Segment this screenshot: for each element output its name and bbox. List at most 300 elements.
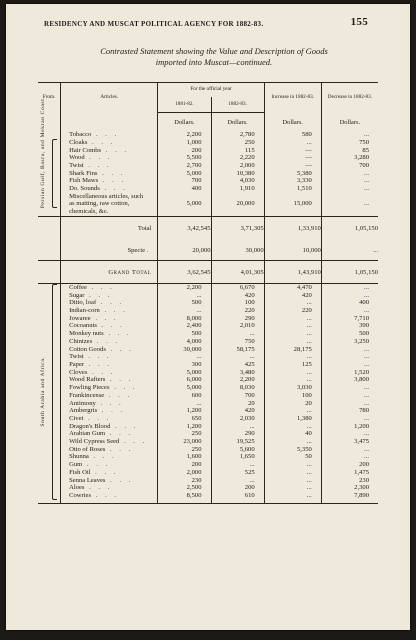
increase-value: 1,510 bbox=[264, 185, 321, 193]
article-label: Coffee bbox=[69, 283, 87, 291]
value-1882: 115 bbox=[211, 147, 264, 155]
value-1882: 58,175 bbox=[211, 346, 264, 354]
value-1882: 290 bbox=[211, 315, 264, 323]
decrease-value: 7,890 bbox=[321, 492, 378, 500]
value-1882: 525 bbox=[211, 469, 264, 477]
article-label: Sugar bbox=[69, 291, 85, 299]
increase-value: 4,470 bbox=[264, 283, 321, 291]
region-south-arabia-brace bbox=[52, 284, 57, 500]
decrease-value: ... bbox=[321, 415, 378, 423]
value-1882: ... bbox=[211, 477, 264, 485]
increase-value: — bbox=[264, 162, 321, 170]
decrease-value: ... bbox=[321, 361, 378, 369]
table-row bbox=[38, 185, 378, 193]
increase-value: 125 bbox=[264, 361, 321, 369]
value-1882: ... bbox=[211, 461, 264, 469]
article-name: Gum . . . bbox=[61, 461, 158, 469]
article-label: Ambergris bbox=[69, 407, 98, 415]
decrease-value: 3,280 bbox=[321, 154, 378, 162]
value-1882: 4,030 bbox=[211, 177, 264, 185]
value-1881: 23,000 bbox=[158, 438, 211, 446]
misc-line-1: Miscellaneous articles, such bbox=[69, 192, 144, 200]
increase-value: ... bbox=[264, 484, 321, 492]
increase-value: 5,380 bbox=[264, 170, 321, 178]
decrease-value: 200 bbox=[321, 461, 378, 469]
caption-line-1: Contrasted Statement showing the Value and Description of Goods bbox=[100, 46, 328, 56]
value-1882: 1,910 bbox=[211, 185, 264, 193]
decrease-value: 390 bbox=[321, 322, 378, 330]
value-1881: 200 bbox=[158, 147, 211, 155]
table-row bbox=[38, 461, 378, 469]
value-1882: 19,525 bbox=[211, 438, 264, 446]
article-name: Cloves . . . bbox=[61, 369, 158, 377]
value-1882: 610 bbox=[211, 492, 264, 500]
table-row bbox=[38, 322, 378, 330]
article-name: Frankincense . . . bbox=[61, 392, 158, 400]
article-name: Paper . . . bbox=[61, 361, 158, 369]
decrease-value: ... bbox=[321, 307, 378, 315]
increase-value: — bbox=[264, 147, 321, 155]
grand-total-1882: 4,01,305 bbox=[211, 261, 264, 284]
table-row bbox=[38, 315, 378, 323]
table-row bbox=[38, 292, 378, 300]
article-label: Frankincense bbox=[69, 391, 105, 399]
region-south-arabia-label: South Arabia and Africa. bbox=[40, 356, 46, 427]
article-label: Chintzes bbox=[69, 337, 93, 345]
article-label: Do. Sounds bbox=[69, 185, 100, 193]
article-name: Cocoanuts . . . bbox=[61, 322, 158, 330]
table-row bbox=[38, 147, 378, 155]
value-1881: 2,000 bbox=[158, 469, 211, 477]
article-name: Dragon's Blood . . . bbox=[61, 423, 158, 431]
specie-1882: 30,000 bbox=[211, 239, 264, 261]
article-label: Ditto, loaf bbox=[69, 299, 97, 307]
misc-1882: 20,000 bbox=[211, 193, 264, 217]
article-name: Cloaks . . . bbox=[61, 139, 158, 147]
value-1881: 250 bbox=[158, 446, 211, 454]
article-label: Antimony bbox=[69, 399, 96, 407]
article-name: Arabian Gum . . . bbox=[61, 430, 158, 438]
decrease-value: 1,520 bbox=[321, 369, 378, 377]
table-row bbox=[38, 469, 378, 477]
article-name: Coffee . . . bbox=[61, 283, 158, 291]
table-row bbox=[38, 346, 378, 354]
article-label: Twist bbox=[69, 353, 84, 361]
region2-body bbox=[38, 283, 378, 499]
value-1882: 3,480 bbox=[211, 369, 264, 377]
article-name: Hair Combs . . . bbox=[61, 147, 158, 155]
article-name: Do. Sounds . . . bbox=[61, 185, 158, 193]
value-1881: ... bbox=[158, 353, 211, 361]
increase-value: 28,175 bbox=[264, 346, 321, 354]
increase-value: ... bbox=[264, 330, 321, 338]
article-label: Fish Oil bbox=[69, 468, 91, 476]
table-row bbox=[38, 330, 378, 338]
value-1881: 8,000 bbox=[158, 315, 211, 323]
running-header bbox=[6, 16, 410, 32]
article-name: Ambergris . . . bbox=[61, 407, 158, 415]
article-name: Jowaree . . . bbox=[61, 315, 158, 323]
total-increase: 1,33,910 bbox=[264, 216, 321, 238]
value-1882: ... bbox=[211, 353, 264, 361]
misc-decrease: ... bbox=[321, 193, 378, 217]
increase-value: ... bbox=[264, 353, 321, 361]
value-1882: 2,200 bbox=[211, 376, 264, 384]
article-name: Fish Maws . . . bbox=[61, 177, 158, 185]
article-label: Cloaks bbox=[69, 138, 88, 146]
article-label: Wood Rafters bbox=[69, 376, 106, 384]
unit-label: Dollars. bbox=[321, 113, 378, 131]
table-row bbox=[38, 400, 378, 408]
total-label: Total bbox=[61, 216, 158, 238]
increase-value: ... bbox=[264, 139, 321, 147]
increase-value: 580 bbox=[264, 131, 321, 139]
value-1881: ... bbox=[158, 292, 211, 300]
decrease-value: 2,300 bbox=[321, 484, 378, 492]
value-1881: 2,200 bbox=[158, 283, 211, 291]
table-row bbox=[38, 484, 378, 492]
increase-value: 40 bbox=[264, 430, 321, 438]
value-1882: 8,030 bbox=[211, 384, 264, 392]
article-label: Senna Leaves bbox=[69, 476, 106, 484]
increase-value: ... bbox=[264, 461, 321, 469]
increase-value: 5,350 bbox=[264, 446, 321, 454]
value-1881: 2,400 bbox=[158, 322, 211, 330]
article-label: Cotton Goods bbox=[69, 345, 106, 353]
grand-total-decrease: 1,05,150 bbox=[321, 261, 378, 284]
table-row bbox=[38, 338, 378, 346]
specie-increase: 10,000 bbox=[264, 239, 321, 261]
value-1882: 1,650 bbox=[211, 453, 264, 461]
value-1882: 220 bbox=[211, 307, 264, 315]
specie-decrease: ... bbox=[321, 239, 378, 261]
article-name: Aloes . . . bbox=[61, 484, 158, 492]
decrease-value: 3,475 bbox=[321, 438, 378, 446]
increase-value: ... bbox=[264, 492, 321, 500]
value-1882: 2,780 bbox=[211, 131, 264, 139]
decrease-value: ... bbox=[321, 392, 378, 400]
decrease-value: ... bbox=[321, 292, 378, 300]
value-1882: 2,220 bbox=[211, 154, 264, 162]
article-label: Fish Maws bbox=[69, 177, 99, 185]
value-1881: 5,000 bbox=[158, 369, 211, 377]
table-row bbox=[38, 154, 378, 162]
article-name: Chintzes . . . bbox=[61, 338, 158, 346]
value-1881: 1,200 bbox=[158, 423, 211, 431]
value-1881: 400 bbox=[158, 185, 211, 193]
decrease-value: 500 bbox=[321, 330, 378, 338]
caption-line-2: imported into Muscat—continued. bbox=[155, 57, 273, 67]
value-1881: 230 bbox=[158, 477, 211, 485]
article-name: Monkey nuts . . . bbox=[61, 330, 158, 338]
grand-total-1881: 3,62,545 bbox=[158, 261, 211, 284]
region-persian-gulf-label: Persian Gulf, Basra, and Mekran Coast. bbox=[40, 96, 46, 209]
article-label: Wood bbox=[69, 154, 85, 162]
table-row bbox=[38, 407, 378, 415]
article-label: Shark Fins bbox=[69, 169, 98, 177]
value-1881: 5,000 bbox=[158, 384, 211, 392]
decrease-value: 780 bbox=[321, 407, 378, 415]
specie-label: Specie . bbox=[61, 239, 158, 261]
value-1882: 100 bbox=[211, 299, 264, 307]
table-row bbox=[38, 307, 378, 315]
value-1881: 2,200 bbox=[158, 131, 211, 139]
table-row-misc bbox=[38, 193, 378, 217]
increase-value: ... bbox=[264, 338, 321, 346]
increase-value: 3,330 bbox=[264, 177, 321, 185]
table-row bbox=[38, 353, 378, 361]
article-name: Fowling Pieces . . . bbox=[61, 384, 158, 392]
increase-value: ... bbox=[264, 407, 321, 415]
article-name: Wood . . . bbox=[61, 154, 158, 162]
table-row bbox=[38, 283, 378, 291]
increase-value: ... bbox=[264, 469, 321, 477]
decrease-value: 700 bbox=[321, 162, 378, 170]
article-name: Wild Cypress Seed . . . bbox=[61, 438, 158, 446]
table-row bbox=[38, 438, 378, 446]
misc-line-3: chemicals, &c. bbox=[69, 208, 109, 216]
unit-label: Dollars. bbox=[264, 113, 321, 131]
table-row bbox=[38, 376, 378, 384]
region1-totals bbox=[38, 216, 378, 283]
value-1881: 700 bbox=[158, 177, 211, 185]
value-1882: 5,600 bbox=[211, 446, 264, 454]
total-1881: 3,42,545 bbox=[158, 216, 211, 238]
value-1882: ... bbox=[211, 330, 264, 338]
decrease-value: ... bbox=[321, 346, 378, 354]
article-label: Dragon's Blood bbox=[69, 422, 111, 430]
article-name: Shark Fins . . . bbox=[61, 170, 158, 178]
col-year-1882: 1882-83. bbox=[211, 97, 264, 113]
misc-article bbox=[61, 193, 158, 217]
increase-value: ... bbox=[264, 376, 321, 384]
table-row bbox=[38, 131, 378, 139]
article-label: Shunna bbox=[69, 453, 89, 461]
value-1881: 4,000 bbox=[158, 338, 211, 346]
value-1881: 5,500 bbox=[158, 154, 211, 162]
value-1882: 290 bbox=[211, 430, 264, 438]
decrease-value: 750 bbox=[321, 139, 378, 147]
value-1881: 1,000 bbox=[158, 139, 211, 147]
decrease-value: 1,475 bbox=[321, 469, 378, 477]
decrease-value: 400 bbox=[321, 299, 378, 307]
decrease-value: 3,250 bbox=[321, 338, 378, 346]
value-1882: 420 bbox=[211, 292, 264, 300]
value-1881: ... bbox=[158, 307, 211, 315]
increase-value: ... bbox=[264, 477, 321, 485]
article-name: Twist . . . bbox=[61, 162, 158, 170]
article-label: Otto of Roses bbox=[69, 445, 106, 453]
decrease-value: ... bbox=[321, 453, 378, 461]
value-1881: 500 bbox=[158, 299, 211, 307]
value-1882: 200 bbox=[211, 484, 264, 492]
value-1881: 650 bbox=[158, 415, 211, 423]
article-label: Monkey nuts bbox=[69, 330, 104, 338]
decrease-value: ... bbox=[321, 430, 378, 438]
article-name: Wood Rafters . . . bbox=[61, 376, 158, 384]
article-name: Twist . . . bbox=[61, 353, 158, 361]
col-from: From. bbox=[38, 83, 61, 113]
decrease-value: 85 bbox=[321, 147, 378, 155]
article-label: Hair Combs bbox=[69, 146, 102, 154]
decrease-value: 1,200 bbox=[321, 423, 378, 431]
increase-value: 1,380 bbox=[264, 415, 321, 423]
table-row bbox=[38, 392, 378, 400]
article-label: Tobacco bbox=[69, 131, 92, 139]
table-row bbox=[38, 423, 378, 431]
table-row bbox=[38, 415, 378, 423]
increase-value: — bbox=[264, 154, 321, 162]
value-1882: 420 bbox=[211, 407, 264, 415]
decrease-value: ... bbox=[321, 170, 378, 178]
col-year-1881: 1881-82. bbox=[158, 97, 211, 113]
decrease-value: ... bbox=[321, 353, 378, 361]
article-label: Indian-corn bbox=[69, 307, 100, 315]
table-row bbox=[38, 177, 378, 185]
value-1882: 250 bbox=[211, 139, 264, 147]
article-name: Cotton Goods . . . bbox=[61, 346, 158, 354]
region-south-arabia bbox=[38, 283, 61, 499]
grand-total-label: Grand Total bbox=[61, 261, 158, 284]
value-1882: 2,000 bbox=[211, 162, 264, 170]
increase-value: 100 bbox=[264, 392, 321, 400]
total-decrease: 1,05,150 bbox=[321, 216, 378, 238]
article-label: Aloes bbox=[69, 484, 85, 492]
value-1881: 250 bbox=[158, 430, 211, 438]
decrease-value: 7,710 bbox=[321, 315, 378, 323]
value-1881: 200 bbox=[158, 461, 211, 469]
misc-line-2: as matting, raw cotton, bbox=[69, 200, 130, 208]
value-1882: 700 bbox=[211, 392, 264, 400]
increase-value: ... bbox=[264, 322, 321, 330]
running-title: RESIDENCY AND MUSCAT POLITICAL AGENCY FOR 1882-83. bbox=[44, 20, 264, 28]
table-row bbox=[38, 299, 378, 307]
value-1881: ... bbox=[158, 400, 211, 408]
decrease-value: ... bbox=[321, 185, 378, 193]
value-1882: 6,670 bbox=[211, 283, 264, 291]
value-1882: 2,010 bbox=[211, 322, 264, 330]
total-1882: 3,71,305 bbox=[211, 216, 264, 238]
book-page bbox=[6, 4, 410, 630]
article-label: Arabian Gum bbox=[69, 430, 106, 438]
col-official-year: For the official year bbox=[158, 83, 264, 97]
article-label: Twist bbox=[69, 161, 84, 169]
grand-total-increase: 1,43,910 bbox=[264, 261, 321, 284]
increase-value: ... bbox=[264, 299, 321, 307]
table-row bbox=[38, 139, 378, 147]
decrease-value: ... bbox=[321, 446, 378, 454]
table-row bbox=[38, 446, 378, 454]
table-row bbox=[38, 369, 378, 377]
article-name: Fish Oil . . . bbox=[61, 469, 158, 477]
misc-1881: 5,000 bbox=[158, 193, 211, 217]
increase-value: ... bbox=[264, 315, 321, 323]
increase-value: ... bbox=[264, 423, 321, 431]
value-1881: 6,000 bbox=[158, 376, 211, 384]
decrease-value: ... bbox=[321, 131, 378, 139]
table-caption bbox=[46, 46, 382, 68]
value-1881: 1,200 bbox=[158, 407, 211, 415]
decrease-value: ... bbox=[321, 384, 378, 392]
value-1882: 425 bbox=[211, 361, 264, 369]
value-1882: ... bbox=[211, 423, 264, 431]
unit-label: Dollars. bbox=[211, 113, 264, 131]
decrease-value: 230 bbox=[321, 477, 378, 485]
article-label: Paper bbox=[69, 360, 85, 368]
article-label: Fowling Pieces bbox=[69, 384, 110, 392]
table-row bbox=[38, 492, 378, 500]
article-name: Shunna . . . bbox=[61, 453, 158, 461]
unit-label: Dollars. bbox=[158, 113, 211, 131]
article-name: Sugar . . . bbox=[61, 292, 158, 300]
decrease-value: ... bbox=[321, 400, 378, 408]
article-label: Gum bbox=[69, 461, 83, 469]
table-row bbox=[38, 453, 378, 461]
article-name: Indian-corn . . . bbox=[61, 307, 158, 315]
value-1882: 10,380 bbox=[211, 170, 264, 178]
value-1881: 8,500 bbox=[158, 492, 211, 500]
value-1881: 1,600 bbox=[158, 453, 211, 461]
specie-1881: 20,000 bbox=[158, 239, 211, 261]
value-1881: 2,500 bbox=[158, 484, 211, 492]
value-1881: 5,000 bbox=[158, 170, 211, 178]
article-label: Cowries bbox=[69, 491, 92, 499]
value-1881: 30,000 bbox=[158, 346, 211, 354]
value-1882: 20 bbox=[211, 400, 264, 408]
value-1881: 2,700 bbox=[158, 162, 211, 170]
article-name: Antimony . . . bbox=[61, 400, 158, 408]
increase-value: 20 bbox=[264, 400, 321, 408]
col-articles: Articles. bbox=[61, 83, 158, 113]
imports-table bbox=[38, 82, 378, 504]
misc-increase: 15,000 bbox=[264, 193, 321, 217]
table-row bbox=[38, 384, 378, 392]
col-increase: Increase in 1882-83. bbox=[264, 83, 321, 113]
article-label: Cocoanuts bbox=[69, 322, 97, 330]
value-1881: 300 bbox=[158, 361, 211, 369]
article-label: Cloves bbox=[69, 368, 88, 376]
page-number: 155 bbox=[350, 16, 368, 28]
increase-value: 50 bbox=[264, 453, 321, 461]
article-name: Tobacco . . . bbox=[61, 131, 158, 139]
decrease-value: ... bbox=[321, 177, 378, 185]
article-name: Cowries . . . bbox=[61, 492, 158, 500]
article-label: Civet bbox=[69, 414, 84, 422]
value-1882: 2,030 bbox=[211, 415, 264, 423]
table-row bbox=[38, 361, 378, 369]
table-row bbox=[38, 170, 378, 178]
table-row bbox=[38, 430, 378, 438]
table-row bbox=[38, 162, 378, 170]
increase-value: 3,030 bbox=[264, 384, 321, 392]
increase-value: 220 bbox=[264, 307, 321, 315]
article-name: Civet . . . bbox=[61, 415, 158, 423]
article-name: Ditto, loaf . . . bbox=[61, 299, 158, 307]
value-1881: 500 bbox=[158, 330, 211, 338]
decrease-value: 3,800 bbox=[321, 376, 378, 384]
article-label: Wild Cypress Seed bbox=[69, 438, 120, 446]
article-name: Otto of Roses . . . bbox=[61, 446, 158, 454]
increase-value: ... bbox=[264, 438, 321, 446]
increase-value: ... bbox=[264, 369, 321, 377]
increase-value: 420 bbox=[264, 292, 321, 300]
decrease-value: ... bbox=[321, 283, 378, 291]
value-1881: 600 bbox=[158, 392, 211, 400]
table-row bbox=[38, 477, 378, 485]
value-1882: 750 bbox=[211, 338, 264, 346]
col-decrease: Decrease in 1882-83. bbox=[321, 83, 378, 113]
article-name: Senna Leaves . . . bbox=[61, 477, 158, 485]
